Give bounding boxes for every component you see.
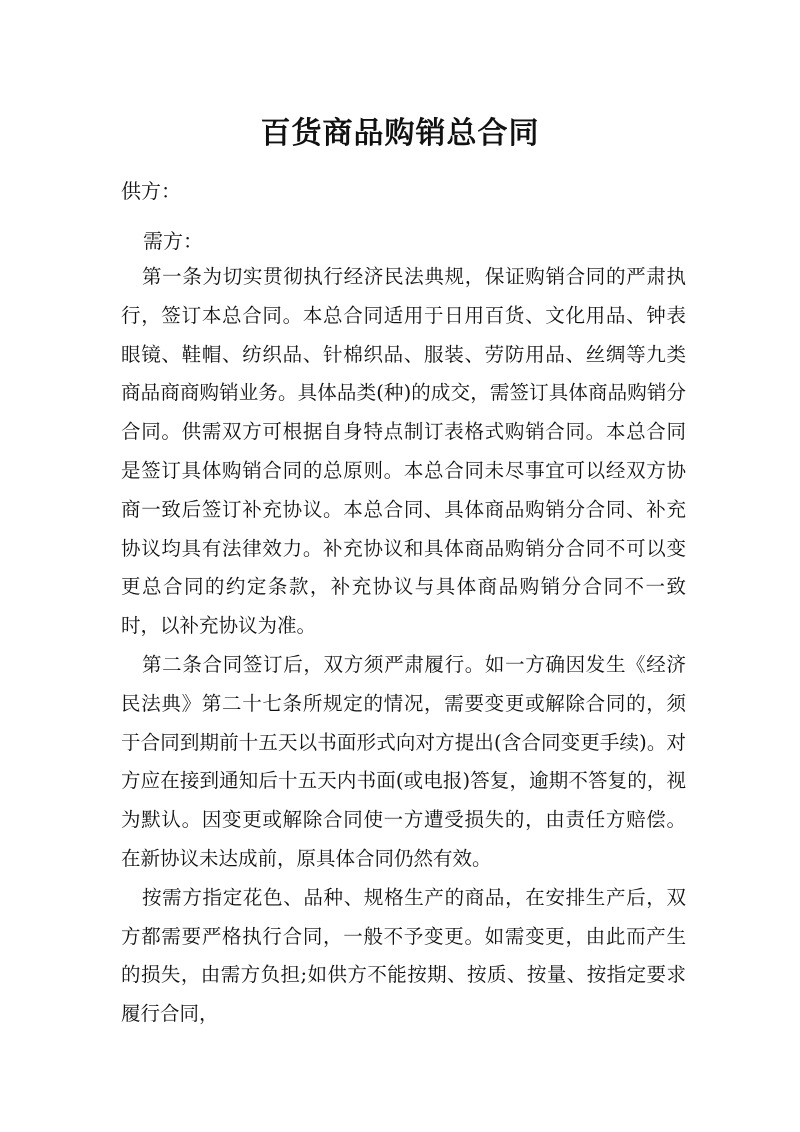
buyer-label: 需方： bbox=[143, 229, 203, 253]
document-title: 百货商品购销总合同 bbox=[260, 116, 540, 151]
article-two-paragraph: 第二条合同签订后，双方须严肃履行。如一方确因发生《经济民法典》第二十七条所规定的情况，需要变更或解除合同的，须于合同到期前十五天以书面形式向对方提出(含合同变更手续)。对方应在接到通知后十五天内书面(或电报)答复，逾期不答复的，视为默认。因变更或解除合同使一方遭受损失的，由责任方赔偿。在新协议未达成前，原具体合同仍然有效。 bbox=[121, 652, 686, 870]
custom-goods-paragraph: 按需方指定花色、品种、规格生产的商品，在安排生产后，双方都需要严格执行合同，一般不予变更。如需变更，由此而产生的损失，由需方负担;如供方不能按期、按质、按量、按指定要求履行合同， bbox=[121, 885, 686, 1026]
supplier-label: 供方： bbox=[121, 179, 181, 203]
contract-body bbox=[121, 258, 686, 1034]
article-one-paragraph: 第一条为切实贯彻执行经济民法典规，保证购销合同的严肃执行，签订本总合同。本总合同适用于日用百货、文化用品、钟表眼镜、鞋帽、纺织品、针棉织品、服装、劳防用品、丝绸等九类商品商商购销业务。具体品类(种)的成交，需签订具体商品购销分合同。供需双方可根据自身特点制订表格式购销合同。本总合同是签订具体购销合同的总原则。本总合同未尽事宜可以经双方协商一致后签订补充协议。本总合同、具体商品购销分合同、补充协议均具有法律效力。补充协议和具体商品购销分合同不可以变更总合同的约定条款，补充协议与具体商品购销分合同不一致时，以补充协议为准。 bbox=[121, 265, 686, 638]
